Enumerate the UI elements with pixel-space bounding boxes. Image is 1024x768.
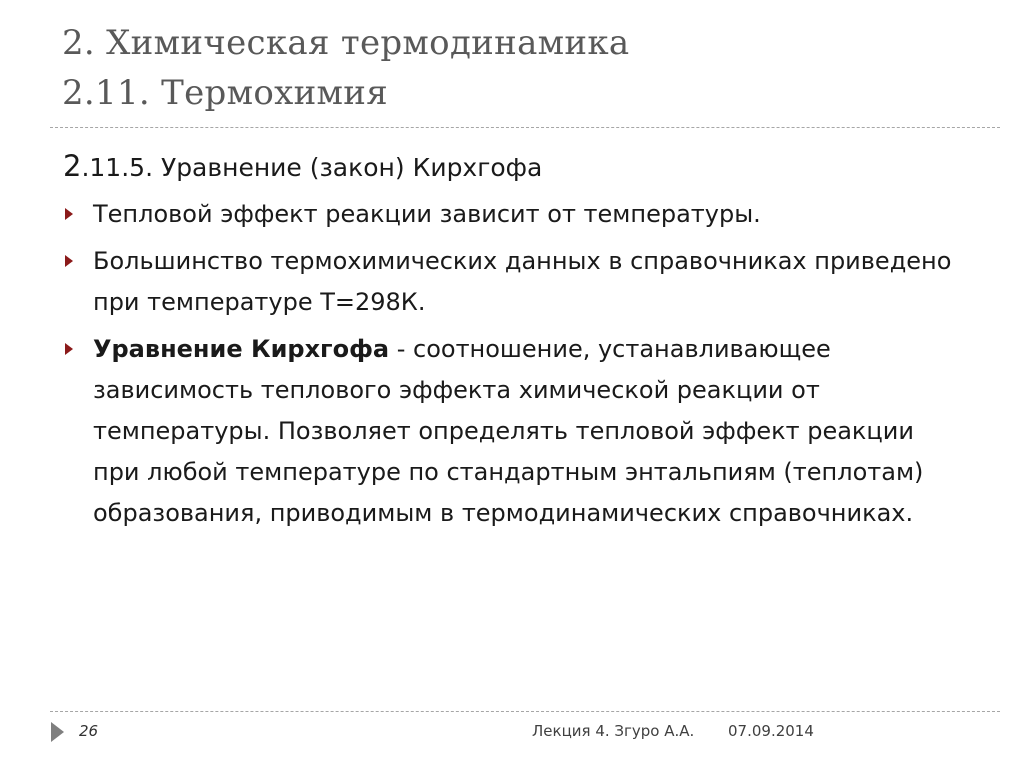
footer-lecture: Лекция 4. Згуро А.А. [532,722,695,740]
bullet-item [62,329,962,534]
slide-title-line2: 2.11. Термохимия [62,73,388,113]
bullet-text: Тепловой эффект реакции зависит от температуры. [93,200,761,228]
slide-title-line1: 2. Химическая термодинамика [62,23,630,63]
bullet-item [62,241,962,323]
triangle-right-icon [65,255,73,267]
bullet-bold-term: Уравнение Кирхгофа [93,335,390,363]
subheading-text: .11.5. Уравнение (закон) Кирхгофа [81,153,543,182]
bullet-list [62,194,962,540]
footer-divider [50,711,1000,712]
footer-date: 07.09.2014 [728,722,814,740]
bullet-text: Большинство термохимических данных в справочниках приведено при температуре T=298К. [93,247,952,316]
title-divider [50,127,1000,128]
bullet-item [62,194,962,235]
play-arrow-icon [51,722,64,742]
subheading-number: 2 [63,149,82,183]
bullet-text: - соотношение, устанавливающее зависимость теплового эффекта химической реакции от температуры. Позволяет определять тепловой эффект реакции при любой температуре по стандартным энтальпиям (теплотам) образования, приводимым в термодинамических справочниках. [93,335,924,527]
section-subheading [63,144,542,190]
triangle-right-icon [65,208,73,220]
page-number: 26 [79,722,99,740]
triangle-right-icon [65,343,73,355]
slide-title [62,18,982,118]
